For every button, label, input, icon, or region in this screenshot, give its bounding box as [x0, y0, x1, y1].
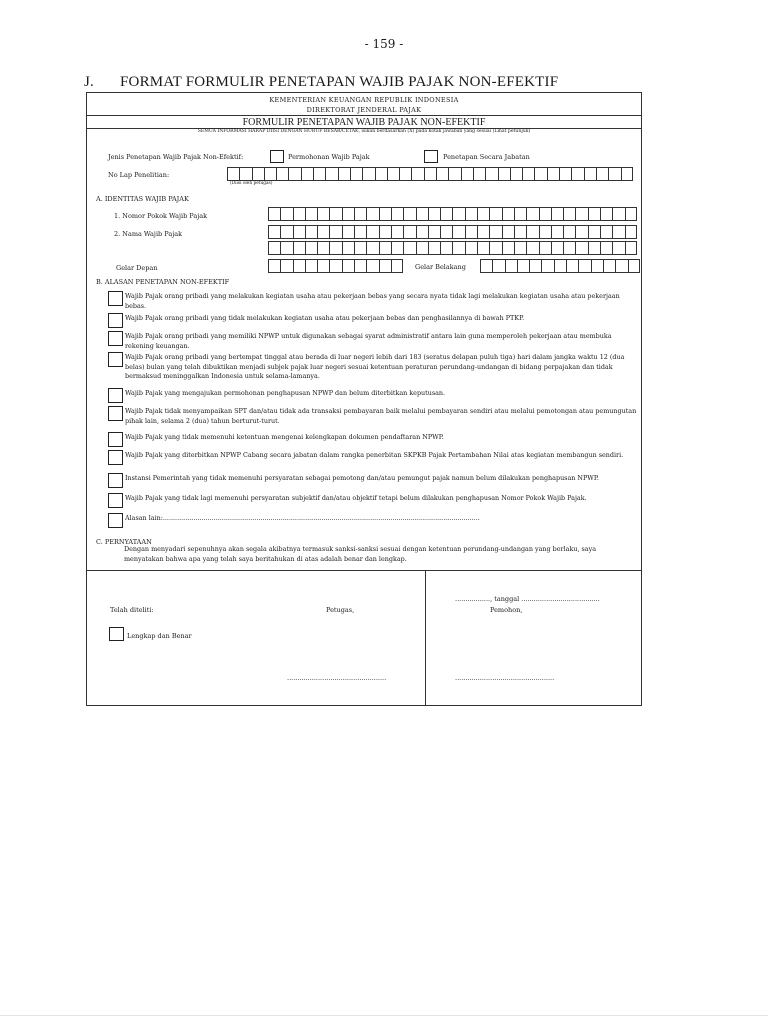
- officer-signature-line[interactable]: ................................................: [287, 674, 387, 682]
- input-cell[interactable]: [452, 225, 464, 239]
- input-cell[interactable]: [600, 241, 612, 255]
- reason-checkbox[interactable]: [108, 313, 123, 328]
- reason-checkbox[interactable]: [108, 291, 123, 306]
- input-cell[interactable]: [465, 207, 477, 221]
- complete-label: Lengkap dan Benar: [127, 632, 192, 640]
- section-heading: [84, 74, 558, 91]
- input-cell[interactable]: [362, 167, 374, 181]
- input-cell[interactable]: [440, 207, 452, 221]
- input-cell[interactable]: [498, 167, 510, 181]
- input-cell[interactable]: [354, 225, 366, 239]
- reason-label: Wajib Pajak orang pribadi yang tidak melakukan kegiatan usaha atau pekerjaan bebas dan penghasilannya di bawah PTKP.: [125, 314, 525, 322]
- input-cell[interactable]: [477, 241, 489, 255]
- input-cell[interactable]: [428, 225, 440, 239]
- input-cell[interactable]: [534, 167, 546, 181]
- checked-label: Telah diteliti:: [110, 606, 154, 614]
- input-cell[interactable]: [239, 167, 251, 181]
- reason-label: Wajib Pajak orang pribadi yang bertempat tinggal atau berada di luar negeri lebih dari 183 (seratus delapan puluh tiga) hari dalam jangka waktu 12 (dua belas) bulan yang telah dibuktikan menjadi subjek pajak luar negeri sesuai ketentuan peraturan perundang-undangan di bidang perpajakan dan tidak bermaksud meninggalkan Indonesia untuk selama-lamanya.: [125, 353, 625, 381]
- input-cell[interactable]: [554, 259, 566, 273]
- input-cell[interactable]: [529, 259, 541, 273]
- input-cell[interactable]: [329, 241, 341, 255]
- input-cell[interactable]: [502, 225, 514, 239]
- reason-label: Wajib Pajak yang tidak memenuhi ketentuan mengenai kelengkapan dokumen pendaftaran NPWP.: [125, 433, 444, 441]
- input-cell[interactable]: [485, 167, 497, 181]
- front-title-cells[interactable]: [268, 259, 403, 273]
- input-cell[interactable]: [600, 207, 612, 221]
- input-cell[interactable]: [366, 241, 378, 255]
- input-cell[interactable]: [539, 241, 551, 255]
- input-cell[interactable]: [480, 259, 492, 273]
- section-letter: J.: [84, 74, 94, 90]
- input-cell[interactable]: [403, 207, 415, 221]
- input-cell[interactable]: [317, 207, 329, 221]
- input-cell[interactable]: [350, 167, 362, 181]
- input-cell[interactable]: [489, 207, 501, 221]
- form-instruction: SEMUA INFORMASI HARAP DIISI DENGAN HURUF BESAR/CETAK, isikan berdasarkan (X) pada kotak jawaban yang sesuai (Lihat petunjuk): [197, 129, 531, 134]
- input-cell[interactable]: [379, 207, 391, 221]
- officer-label: Petugas,: [326, 606, 355, 614]
- input-cell[interactable]: [526, 241, 538, 255]
- input-cell[interactable]: [305, 207, 317, 221]
- input-cell[interactable]: [280, 207, 292, 221]
- input-cell[interactable]: [514, 225, 526, 239]
- npwp-label: 1. Nomor Pokok Wajib Pajak: [114, 212, 208, 220]
- report-number-cells[interactable]: [227, 167, 633, 181]
- input-cell[interactable]: [612, 225, 624, 239]
- input-cell[interactable]: [317, 241, 329, 255]
- input-cell[interactable]: [600, 225, 612, 239]
- taxpayer-name-cells-row2[interactable]: [268, 241, 637, 255]
- reason-label: Alasan lain:............................................................................................................................................................: [125, 514, 480, 522]
- input-cell[interactable]: [379, 241, 391, 255]
- input-cell[interactable]: [477, 225, 489, 239]
- reason-label: Wajib Pajak yang diterbitkan NPWP Cabang secara jabatan dalam rangka penerbitan SKPKB Pajak Pertambahan Nilai atas kegiatan membangun sendiri.: [125, 451, 624, 459]
- statement-text: Dengan menyadari sepenuhnya akan segala akibatnya termasuk sanksi-sanksi sesuai dengan ketentuan perundang-undangan yang berlaku, saya menyatakan bahwa apa yang telah saya beritahukan di atas adalah benar dan lengkap.: [124, 545, 597, 563]
- input-cell[interactable]: [293, 241, 305, 255]
- input-cell[interactable]: [502, 241, 514, 255]
- input-cell[interactable]: [329, 225, 341, 239]
- input-cell[interactable]: [338, 167, 350, 181]
- input-cell[interactable]: [342, 241, 354, 255]
- input-cell[interactable]: [416, 207, 428, 221]
- input-cell[interactable]: [411, 167, 423, 181]
- input-cell[interactable]: [563, 241, 575, 255]
- back-title-label: Gelar Belakang: [415, 263, 466, 271]
- request-option-label: Permohonan Wajib Pajak: [288, 153, 370, 161]
- input-cell[interactable]: [461, 167, 473, 181]
- form-title: FORMULIR PENETAPAN WAJIB PAJAK NON-EFEKTIF: [242, 117, 486, 128]
- identity-heading: A. IDENTITAS WAJIB PAJAK: [96, 195, 189, 203]
- input-cell[interactable]: [403, 225, 415, 239]
- input-cell[interactable]: [366, 225, 378, 239]
- input-cell[interactable]: [628, 259, 640, 273]
- input-cell[interactable]: [280, 225, 292, 239]
- input-cell[interactable]: [603, 259, 615, 273]
- input-cell[interactable]: [571, 167, 583, 181]
- ministry-name: KEMENTERIAN KEUANGAN REPUBLIK INDONESIA: [269, 96, 459, 104]
- section-title: FORMAT FORMULIR PENETAPAN WAJIB PAJAK NON-EFEKTIF: [120, 74, 559, 90]
- input-cell[interactable]: [608, 167, 620, 181]
- input-cell[interactable]: [268, 207, 280, 221]
- reason-label: Wajib Pajak orang pribadi yang melakukan kegiatan usaha atau pekerjaan bebas yang secara nyata tidak lagi melakukan kegiatan usaha atau pekerjaan bebas.: [125, 292, 620, 310]
- input-cell[interactable]: [526, 207, 538, 221]
- input-cell[interactable]: [563, 225, 575, 239]
- report-number-note: (Diisi oleh petugas): [230, 181, 273, 186]
- reasons-heading: B. ALASAN PENETAPAN NON-EFEKTIF: [96, 278, 230, 286]
- input-cell[interactable]: [252, 167, 264, 181]
- npwp-cells[interactable]: [268, 207, 637, 221]
- input-cell[interactable]: [305, 225, 317, 239]
- input-cell[interactable]: [354, 259, 366, 273]
- input-cell[interactable]: [280, 259, 292, 273]
- complete-checkbox[interactable]: [109, 627, 124, 641]
- input-cell[interactable]: [625, 241, 637, 255]
- input-cell[interactable]: [264, 167, 276, 181]
- input-cell[interactable]: [615, 259, 627, 273]
- input-cell[interactable]: [375, 167, 387, 181]
- input-cell[interactable]: [440, 241, 452, 255]
- back-title-cells[interactable]: [480, 259, 640, 273]
- reason-checkbox[interactable]: [108, 331, 123, 346]
- input-cell[interactable]: [489, 225, 501, 239]
- input-cell[interactable]: [391, 259, 403, 273]
- input-cell[interactable]: [502, 207, 514, 221]
- input-cell[interactable]: [551, 241, 563, 255]
- input-cell[interactable]: [403, 241, 415, 255]
- input-cell[interactable]: [539, 225, 551, 239]
- input-cell[interactable]: [591, 259, 603, 273]
- reason-checkbox[interactable]: [108, 406, 123, 421]
- input-cell[interactable]: [391, 225, 403, 239]
- reason-checkbox[interactable]: [108, 432, 123, 447]
- form-frame: [86, 92, 642, 706]
- input-cell[interactable]: [268, 225, 280, 239]
- input-cell[interactable]: [551, 225, 563, 239]
- input-cell[interactable]: [625, 207, 637, 221]
- reason-checkbox[interactable]: [108, 450, 123, 465]
- input-cell[interactable]: [526, 225, 538, 239]
- input-cell[interactable]: [317, 225, 329, 239]
- input-cell[interactable]: [452, 241, 464, 255]
- input-cell[interactable]: [575, 207, 587, 221]
- input-cell[interactable]: [387, 167, 399, 181]
- input-cell[interactable]: [612, 241, 624, 255]
- reason-checkbox[interactable]: [108, 473, 123, 488]
- applicant-label: Pemohon,: [490, 606, 523, 614]
- input-cell[interactable]: [227, 167, 239, 181]
- input-cell[interactable]: [276, 167, 288, 181]
- input-cell[interactable]: [305, 259, 317, 273]
- input-cell[interactable]: [612, 207, 624, 221]
- input-cell[interactable]: [563, 207, 575, 221]
- reason-label: Wajib Pajak orang pribadi yang memiliki NPWP untuk digunakan sebagai syarat administratif antara lain guna memperoleh pekerjaan atau membuka rekening keuangan.: [125, 332, 612, 350]
- input-cell[interactable]: [539, 207, 551, 221]
- reason-checkbox[interactable]: [108, 513, 123, 528]
- input-cell[interactable]: [329, 207, 341, 221]
- input-cell[interactable]: [268, 241, 280, 255]
- input-cell[interactable]: [477, 207, 489, 221]
- official-checkbox[interactable]: [424, 150, 438, 163]
- input-cell[interactable]: [522, 167, 534, 181]
- input-cell[interactable]: [379, 225, 391, 239]
- input-cell[interactable]: [578, 259, 590, 273]
- signature-divider: [425, 570, 426, 706]
- reason-checkbox[interactable]: [108, 352, 123, 367]
- input-cell[interactable]: [575, 225, 587, 239]
- official-option-label: Penetapan Secara Jabatan: [443, 153, 530, 161]
- taxpayer-name-cells-row1[interactable]: [268, 225, 637, 239]
- input-cell[interactable]: [354, 241, 366, 255]
- input-cell[interactable]: [436, 167, 448, 181]
- input-cell[interactable]: [559, 167, 571, 181]
- input-cell[interactable]: [588, 241, 600, 255]
- input-cell[interactable]: [391, 241, 403, 255]
- front-title-label: Gelar Depan: [116, 264, 158, 272]
- input-cell[interactable]: [510, 167, 522, 181]
- input-cell[interactable]: [293, 207, 305, 221]
- input-cell[interactable]: [514, 207, 526, 221]
- input-cell[interactable]: [625, 225, 637, 239]
- input-cell[interactable]: [541, 259, 553, 273]
- determination-type-label: Jenis Penetapan Wajib Pajak Non-Efektif:: [108, 153, 244, 161]
- input-cell[interactable]: [551, 207, 563, 221]
- input-cell[interactable]: [492, 259, 504, 273]
- input-cell[interactable]: [268, 259, 280, 273]
- input-cell[interactable]: [596, 167, 608, 181]
- input-cell[interactable]: [452, 207, 464, 221]
- reason-label: Wajib Pajak tidak menyampaikan SPT dan/atau tidak ada transaksi pembayaran baik melalui pembayaran sendiri atau melalui pemotongan atau pemungutan pihak lain, selama 2 (dua) tahun berturut-turut.: [125, 407, 637, 425]
- input-cell[interactable]: [514, 241, 526, 255]
- input-cell[interactable]: [366, 207, 378, 221]
- input-cell[interactable]: [575, 241, 587, 255]
- input-cell[interactable]: [280, 241, 292, 255]
- reason-checkbox[interactable]: [108, 388, 123, 403]
- input-cell[interactable]: [399, 167, 411, 181]
- input-cell[interactable]: [342, 225, 354, 239]
- directorate-name: DIREKTORAT JENDERAL PAJAK: [306, 106, 422, 114]
- applicant-signature-line[interactable]: ................................................: [455, 674, 555, 682]
- input-cell[interactable]: [391, 207, 403, 221]
- taxpayer-name-label: 2. Nama Wajib Pajak: [114, 230, 183, 238]
- input-cell[interactable]: [505, 259, 517, 273]
- input-cell[interactable]: [317, 259, 329, 273]
- input-cell[interactable]: [301, 167, 313, 181]
- input-cell[interactable]: [517, 259, 529, 273]
- input-cell[interactable]: [448, 167, 460, 181]
- request-checkbox[interactable]: [270, 150, 284, 163]
- reason-label: Instansi Pemerintah yang tidak memenuhi persyaratan sebagai pemotong dan/atau pemungut pajak namun belum dilakukan penghapusan NPWP.: [125, 474, 599, 482]
- input-cell[interactable]: [342, 259, 354, 273]
- input-cell[interactable]: [584, 167, 596, 181]
- input-cell[interactable]: [588, 225, 600, 239]
- input-cell[interactable]: [428, 241, 440, 255]
- report-number-label: No Lap Penelitian:: [108, 171, 170, 179]
- divider: [86, 115, 642, 116]
- page-edge: [0, 1015, 768, 1016]
- statement-heading: C. PERNYATAAN: [96, 538, 152, 546]
- page-number: - 159 -: [364, 37, 404, 51]
- input-cell[interactable]: [313, 167, 325, 181]
- input-cell[interactable]: [293, 259, 305, 273]
- input-cell[interactable]: [342, 207, 354, 221]
- place-date-field[interactable]: ................., tanggal ......................................: [455, 595, 600, 603]
- input-cell[interactable]: [379, 259, 391, 273]
- input-cell[interactable]: [329, 259, 341, 273]
- input-cell[interactable]: [416, 241, 428, 255]
- input-cell[interactable]: [428, 207, 440, 221]
- input-cell[interactable]: [489, 241, 501, 255]
- input-cell[interactable]: [293, 225, 305, 239]
- input-cell[interactable]: [440, 225, 452, 239]
- input-cell[interactable]: [288, 167, 300, 181]
- input-cell[interactable]: [366, 259, 378, 273]
- input-cell[interactable]: [325, 167, 337, 181]
- input-cell[interactable]: [588, 207, 600, 221]
- divider: [86, 570, 642, 571]
- input-cell[interactable]: [354, 207, 366, 221]
- input-cell[interactable]: [424, 167, 436, 181]
- input-cell[interactable]: [465, 241, 477, 255]
- reason-label: Wajib Pajak yang tidak lagi memenuhi persyaratan subjektif dan/atau objektif tetapi belum dilakukan penghapusan Nomor Pokok Wajib Pajak.: [125, 494, 587, 502]
- input-cell[interactable]: [465, 225, 477, 239]
- input-cell[interactable]: [621, 167, 633, 181]
- reason-checkbox[interactable]: [108, 493, 123, 508]
- input-cell[interactable]: [566, 259, 578, 273]
- input-cell[interactable]: [473, 167, 485, 181]
- input-cell[interactable]: [416, 225, 428, 239]
- reason-label: Wajib Pajak yang mengajukan permohonan penghapusan NPWP dan belum diterbitkan keputusan.: [125, 389, 446, 397]
- input-cell[interactable]: [547, 167, 559, 181]
- input-cell[interactable]: [305, 241, 317, 255]
